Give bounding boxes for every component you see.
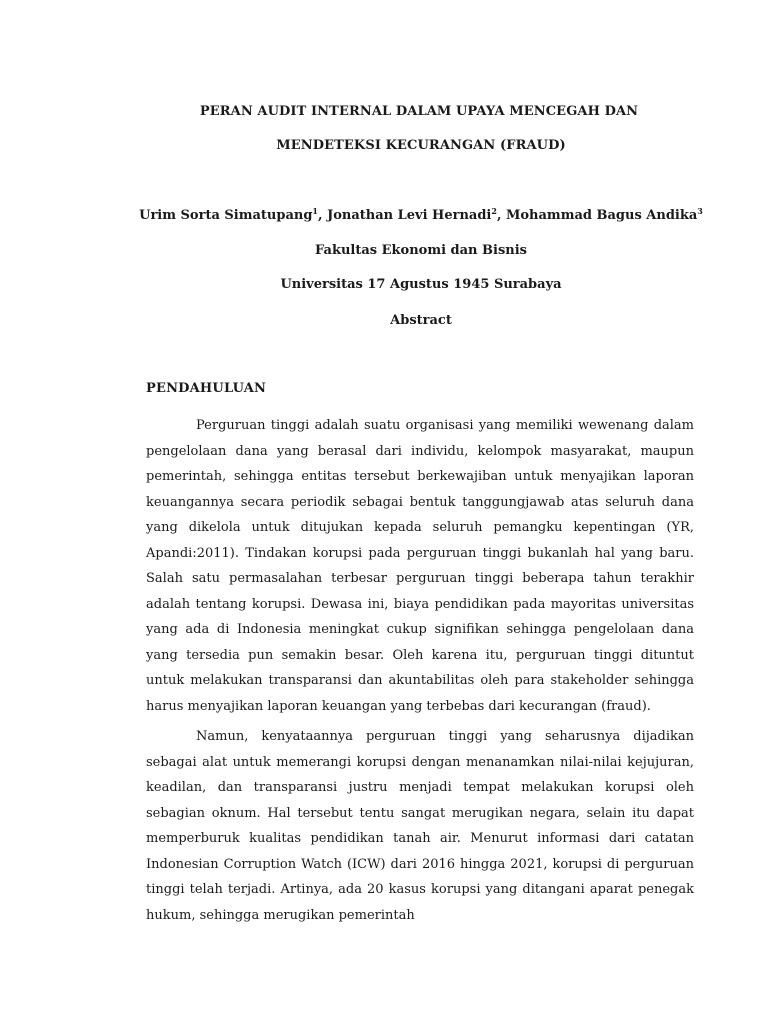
author-name: Jonathan Levi Hernadi: [327, 208, 492, 223]
paper-title-line-2: MENDETEKSI KECURANGAN (FRAUD): [276, 138, 566, 153]
author-list: [37, 208, 768, 223]
author-separator: ,: [318, 208, 328, 223]
author-affiliation-mark: 2: [491, 206, 497, 216]
author-affiliation-mark: 1: [312, 206, 318, 216]
body-paragraph: Namun, kenyataannya perguruan tinggi yang seharusnya dijadikan sebagai alat untuk memerangi korupsi dengan menanamkan nilai-nilai kejujuran, keadilan, dan transparansi justru menjadi tempat melakukan korupsi oleh sebagian oknum. Hal tersebut tentu sangat merugikan negara, selain itu dapat memperburuk kualitas pendidikan tanah air. Menurut informasi dari catatan Indonesian Corruption Watch (ICW) dari 2016 hingga 2021, korupsi di perguruan tinggi telah terjadi. Artinya, ada 20 kasus korupsi yang ditangani aparat penegak hukum, sehingga merugikan pemerintah: [146, 729, 694, 923]
abstract-heading: Abstract: [390, 313, 452, 328]
author-affiliation-mark: 3: [697, 206, 703, 216]
section-heading: PENDAHULUAN: [146, 381, 267, 396]
body-paragraph: Perguruan tinggi adalah suatu organisasi yang memiliki wewenang dalam pengelolaan dana yang berasal dari individu, kelompok masyarakat, maupun pemerintah, sehingga entitas tersebut berkewajiban untuk menyajikan laporan keuangannya secara periodik sebagai bentuk tanggungjawab atas seluruh dana yang dikelola untuk ditujukan kepada seluruh pemangku kepentingan (YR, Apandi:2011). Tindakan korupsi pada perguruan tinggi bukanlah hal yang baru. Salah satu permasalahan terbesar perguruan tinggi beberapa tahun terakhir adalah tentang korupsi. Dewasa ini, biaya pendidikan pada mayoritas universitas yang ada di Indonesia meningkat cukup signifikan sehingga pengelolaan dana yang tersedia pun semakin besar. Oleh karena itu, perguruan tinggi dituntut untuk melakukan transparansi dan akuntabilitas oleh para stakeholder sehingga harus menyajikan laporan keuangan yang terbebas dari kecurangan (fraud).: [146, 418, 694, 714]
paper-title-line-1: PERAN AUDIT INTERNAL DALAM UPAYA MENCEGAH DAN: [199, 104, 639, 119]
faculty-name: Fakultas Ekonomi dan Bisnis: [315, 243, 527, 258]
author-name: Mohammad Bagus Andika: [506, 208, 698, 223]
author-name: Urim Sorta Simatupang: [139, 208, 313, 223]
author-separator: ,: [496, 208, 506, 223]
university-name: Universitas 17 Agustus 1945 Surabaya: [280, 277, 562, 292]
